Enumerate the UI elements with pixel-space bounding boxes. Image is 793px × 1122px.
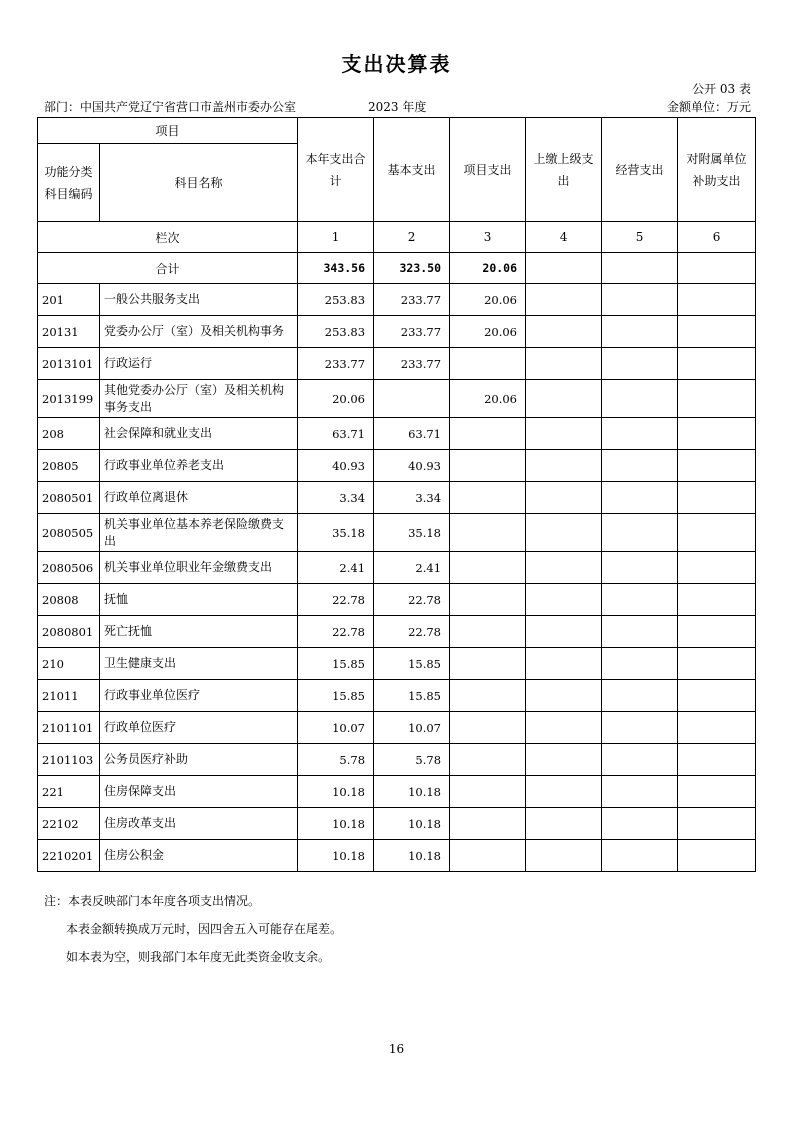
amount-cell: 253.83 — [298, 284, 374, 316]
amount-cell — [678, 316, 756, 348]
header-col-1: 本年支出合计 — [298, 118, 374, 222]
amount-cell — [526, 616, 602, 648]
table-body — [38, 284, 756, 872]
amount-cell: 233.77 — [298, 348, 374, 380]
note-line: 如本表为空，则我部门本年度无此类资金收支余。 — [66, 950, 331, 964]
amount-cell — [526, 840, 602, 872]
table-row — [38, 450, 756, 482]
subject-name: 住房公积金 — [100, 840, 298, 872]
amount-cell — [526, 712, 602, 744]
header-col-6: 对附属单位补助支出 — [678, 118, 756, 222]
amount-cell — [678, 744, 756, 776]
subject-code: 2210201 — [38, 840, 100, 872]
amount-cell: 22.78 — [298, 584, 374, 616]
subject-name: 行政事业单位医疗 — [100, 680, 298, 712]
amount-cell: 20.06 — [450, 284, 526, 316]
amount-cell: 10.07 — [374, 712, 450, 744]
fiscal-year: 2023 年度 — [368, 100, 427, 114]
amount-cell: 35.18 — [374, 514, 450, 552]
amount-cell — [450, 680, 526, 712]
amount-cell — [526, 284, 602, 316]
subject-name: 机关事业单位基本养老保险缴费支出 — [100, 514, 298, 552]
header-col-2: 基本支出 — [374, 118, 450, 222]
note-line: 本表金额转换成万元时，因四舍五入可能存在尾差。 — [66, 922, 343, 936]
amount-cell: 10.18 — [298, 840, 374, 872]
amount-cell — [374, 380, 450, 418]
amount-cell — [450, 712, 526, 744]
subject-code: 2013101 — [38, 348, 100, 380]
amount-cell — [602, 744, 678, 776]
amount-cell — [602, 514, 678, 552]
subject-code: 2013199 — [38, 380, 100, 418]
amount-cell — [526, 552, 602, 584]
amount-cell — [678, 482, 756, 514]
form-number: 公开 03 表 — [692, 82, 751, 96]
amount-cell — [678, 680, 756, 712]
subject-name: 住房改革支出 — [100, 808, 298, 840]
subject-code: 20131 — [38, 316, 100, 348]
amount-cell — [602, 584, 678, 616]
subject-name: 死亡抚恤 — [100, 616, 298, 648]
amount-cell — [450, 648, 526, 680]
amount-cell: 15.85 — [374, 648, 450, 680]
expenditure-table — [37, 117, 756, 872]
subject-name: 抚恤 — [100, 584, 298, 616]
amount-cell — [602, 348, 678, 380]
amount-cell — [602, 418, 678, 450]
page-title: 支出决算表 — [341, 52, 452, 76]
amount-cell — [678, 808, 756, 840]
subject-name: 行政事业单位养老支出 — [100, 450, 298, 482]
amount-cell — [678, 450, 756, 482]
amount-cell: 35.18 — [298, 514, 374, 552]
amount-cell: 20.06 — [298, 380, 374, 418]
table-row — [38, 744, 756, 776]
amount-cell — [450, 584, 526, 616]
amount-cell: 15.85 — [298, 648, 374, 680]
table-row — [38, 482, 756, 514]
amount-cell: 15.85 — [298, 680, 374, 712]
lanci-number: 4 — [526, 222, 602, 253]
table-row — [38, 712, 756, 744]
amount-cell — [526, 418, 602, 450]
table-row — [38, 514, 756, 552]
table-row — [38, 284, 756, 316]
amount-cell — [602, 680, 678, 712]
table-row — [38, 776, 756, 808]
amount-cell: 253.83 — [298, 316, 374, 348]
amount-cell — [526, 316, 602, 348]
lanci-number: 1 — [298, 222, 374, 253]
amount-cell — [450, 616, 526, 648]
subject-name: 公务员医疗补助 — [100, 744, 298, 776]
subject-code: 2080501 — [38, 482, 100, 514]
table-row — [38, 808, 756, 840]
total-row — [38, 253, 756, 284]
amount-cell: 10.18 — [374, 776, 450, 808]
amount-cell — [526, 348, 602, 380]
amount-cell — [678, 380, 756, 418]
amount-cell: 3.34 — [374, 482, 450, 514]
amount-cell — [602, 776, 678, 808]
amount-cell: 10.07 — [298, 712, 374, 744]
amount-cell — [450, 418, 526, 450]
subject-name: 住房保障支出 — [100, 776, 298, 808]
amount-cell — [602, 380, 678, 418]
table-row — [38, 380, 756, 418]
amount-cell — [602, 450, 678, 482]
amount-cell: 233.77 — [374, 316, 450, 348]
amount-cell: 63.71 — [298, 418, 374, 450]
amount-cell — [450, 482, 526, 514]
amount-cell — [602, 840, 678, 872]
total-value — [678, 253, 756, 284]
header-col-4: 上缴上级支出 — [526, 118, 602, 222]
amount-cell — [526, 482, 602, 514]
notes — [44, 887, 342, 971]
table-row — [38, 840, 756, 872]
subject-code: 221 — [38, 776, 100, 808]
amount-cell — [450, 808, 526, 840]
amount-cell — [678, 514, 756, 552]
subject-code: 20808 — [38, 584, 100, 616]
amount-cell — [602, 712, 678, 744]
table-row — [38, 616, 756, 648]
lanci-number: 3 — [450, 222, 526, 253]
amount-cell — [678, 840, 756, 872]
table-row — [38, 348, 756, 380]
subject-code: 201 — [38, 284, 100, 316]
subject-code: 208 — [38, 418, 100, 450]
total-value: 20.06 — [450, 253, 526, 284]
subject-name: 一般公共服务支出 — [100, 284, 298, 316]
amount-cell — [526, 744, 602, 776]
amount-cell — [678, 648, 756, 680]
amount-cell — [678, 616, 756, 648]
amount-cell — [678, 284, 756, 316]
amount-cell — [678, 584, 756, 616]
subject-code: 2101101 — [38, 712, 100, 744]
amount-cell — [450, 514, 526, 552]
amount-cell — [602, 316, 678, 348]
table-row — [38, 418, 756, 450]
subject-code: 22102 — [38, 808, 100, 840]
header-row-project — [38, 118, 756, 144]
table-row — [38, 316, 756, 348]
amount-cell: 22.78 — [374, 584, 450, 616]
header-func-code: 功能分类科目编码 — [38, 144, 100, 222]
total-value: 343.56 — [298, 253, 374, 284]
header-col-5: 经营支出 — [602, 118, 678, 222]
subject-code: 2080801 — [38, 616, 100, 648]
amount-cell — [526, 776, 602, 808]
amount-cell — [450, 840, 526, 872]
lanci-number: 5 — [602, 222, 678, 253]
amount-cell — [450, 450, 526, 482]
amount-cell — [526, 380, 602, 418]
amount-cell: 2.41 — [298, 552, 374, 584]
amount-unit: 金额单位：万元 — [666, 100, 751, 114]
amount-cell — [526, 680, 602, 712]
amount-cell — [450, 744, 526, 776]
lanci-number: 2 — [374, 222, 450, 253]
amount-cell: 10.18 — [298, 808, 374, 840]
total-value — [526, 253, 602, 284]
subject-name: 社会保障和就业支出 — [100, 418, 298, 450]
amount-cell — [450, 776, 526, 808]
amount-cell — [678, 418, 756, 450]
amount-cell — [678, 712, 756, 744]
department-label: 部门：中国共产党辽宁省营口市盖州市委办公室 — [44, 100, 297, 114]
amount-cell: 40.93 — [374, 450, 450, 482]
amount-cell — [526, 648, 602, 680]
subject-code: 2080505 — [38, 514, 100, 552]
subject-name: 行政运行 — [100, 348, 298, 380]
amount-cell: 22.78 — [298, 616, 374, 648]
subject-name: 机关事业单位职业年金缴费支出 — [100, 552, 298, 584]
header-col-3: 项目支出 — [450, 118, 526, 222]
amount-cell: 10.18 — [298, 776, 374, 808]
subject-name: 其他党委办公厅（室）及相关机构事务支出 — [100, 380, 298, 418]
amount-cell — [602, 552, 678, 584]
amount-cell: 22.78 — [374, 616, 450, 648]
amount-cell — [526, 808, 602, 840]
amount-cell — [678, 348, 756, 380]
total-value: 323.50 — [374, 253, 450, 284]
amount-cell: 20.06 — [450, 380, 526, 418]
amount-cell: 2.41 — [374, 552, 450, 584]
amount-cell: 10.18 — [374, 840, 450, 872]
amount-cell — [602, 616, 678, 648]
lanci-label: 栏次 — [38, 222, 298, 253]
amount-cell: 63.71 — [374, 418, 450, 450]
amount-cell — [678, 552, 756, 584]
amount-cell: 40.93 — [298, 450, 374, 482]
table-row — [38, 584, 756, 616]
subject-code: 2080506 — [38, 552, 100, 584]
total-label: 合计 — [38, 253, 298, 284]
amount-cell: 15.85 — [374, 680, 450, 712]
subject-code: 20805 — [38, 450, 100, 482]
amount-cell — [526, 584, 602, 616]
subject-name: 卫生健康支出 — [100, 648, 298, 680]
subject-name: 行政单位离退休 — [100, 482, 298, 514]
amount-cell — [526, 514, 602, 552]
amount-cell — [602, 648, 678, 680]
lanci-number: 6 — [678, 222, 756, 253]
amount-cell: 3.34 — [298, 482, 374, 514]
amount-cell — [450, 552, 526, 584]
table-row — [38, 648, 756, 680]
header-project: 项目 — [38, 118, 298, 144]
amount-cell: 233.77 — [374, 284, 450, 316]
table-row — [38, 680, 756, 712]
subject-name: 党委办公厅（室）及相关机构事务 — [100, 316, 298, 348]
subject-name: 行政单位医疗 — [100, 712, 298, 744]
amount-cell — [450, 348, 526, 380]
note-line: 注：本表反映部门本年度各项支出情况。 — [44, 894, 261, 908]
amount-cell — [602, 808, 678, 840]
amount-cell — [678, 776, 756, 808]
table-row — [38, 552, 756, 584]
amount-cell: 20.06 — [450, 316, 526, 348]
amount-cell: 233.77 — [374, 348, 450, 380]
amount-cell: 5.78 — [298, 744, 374, 776]
amount-cell: 10.18 — [374, 808, 450, 840]
lanci-row — [38, 222, 756, 253]
page-number: 16 — [388, 1042, 405, 1056]
amount-cell — [602, 482, 678, 514]
subject-code: 210 — [38, 648, 100, 680]
total-value — [602, 253, 678, 284]
amount-cell — [526, 450, 602, 482]
amount-cell: 5.78 — [374, 744, 450, 776]
subject-code: 2101103 — [38, 744, 100, 776]
header-subject-name: 科目名称 — [100, 144, 298, 222]
amount-cell — [602, 284, 678, 316]
subject-code: 21011 — [38, 680, 100, 712]
